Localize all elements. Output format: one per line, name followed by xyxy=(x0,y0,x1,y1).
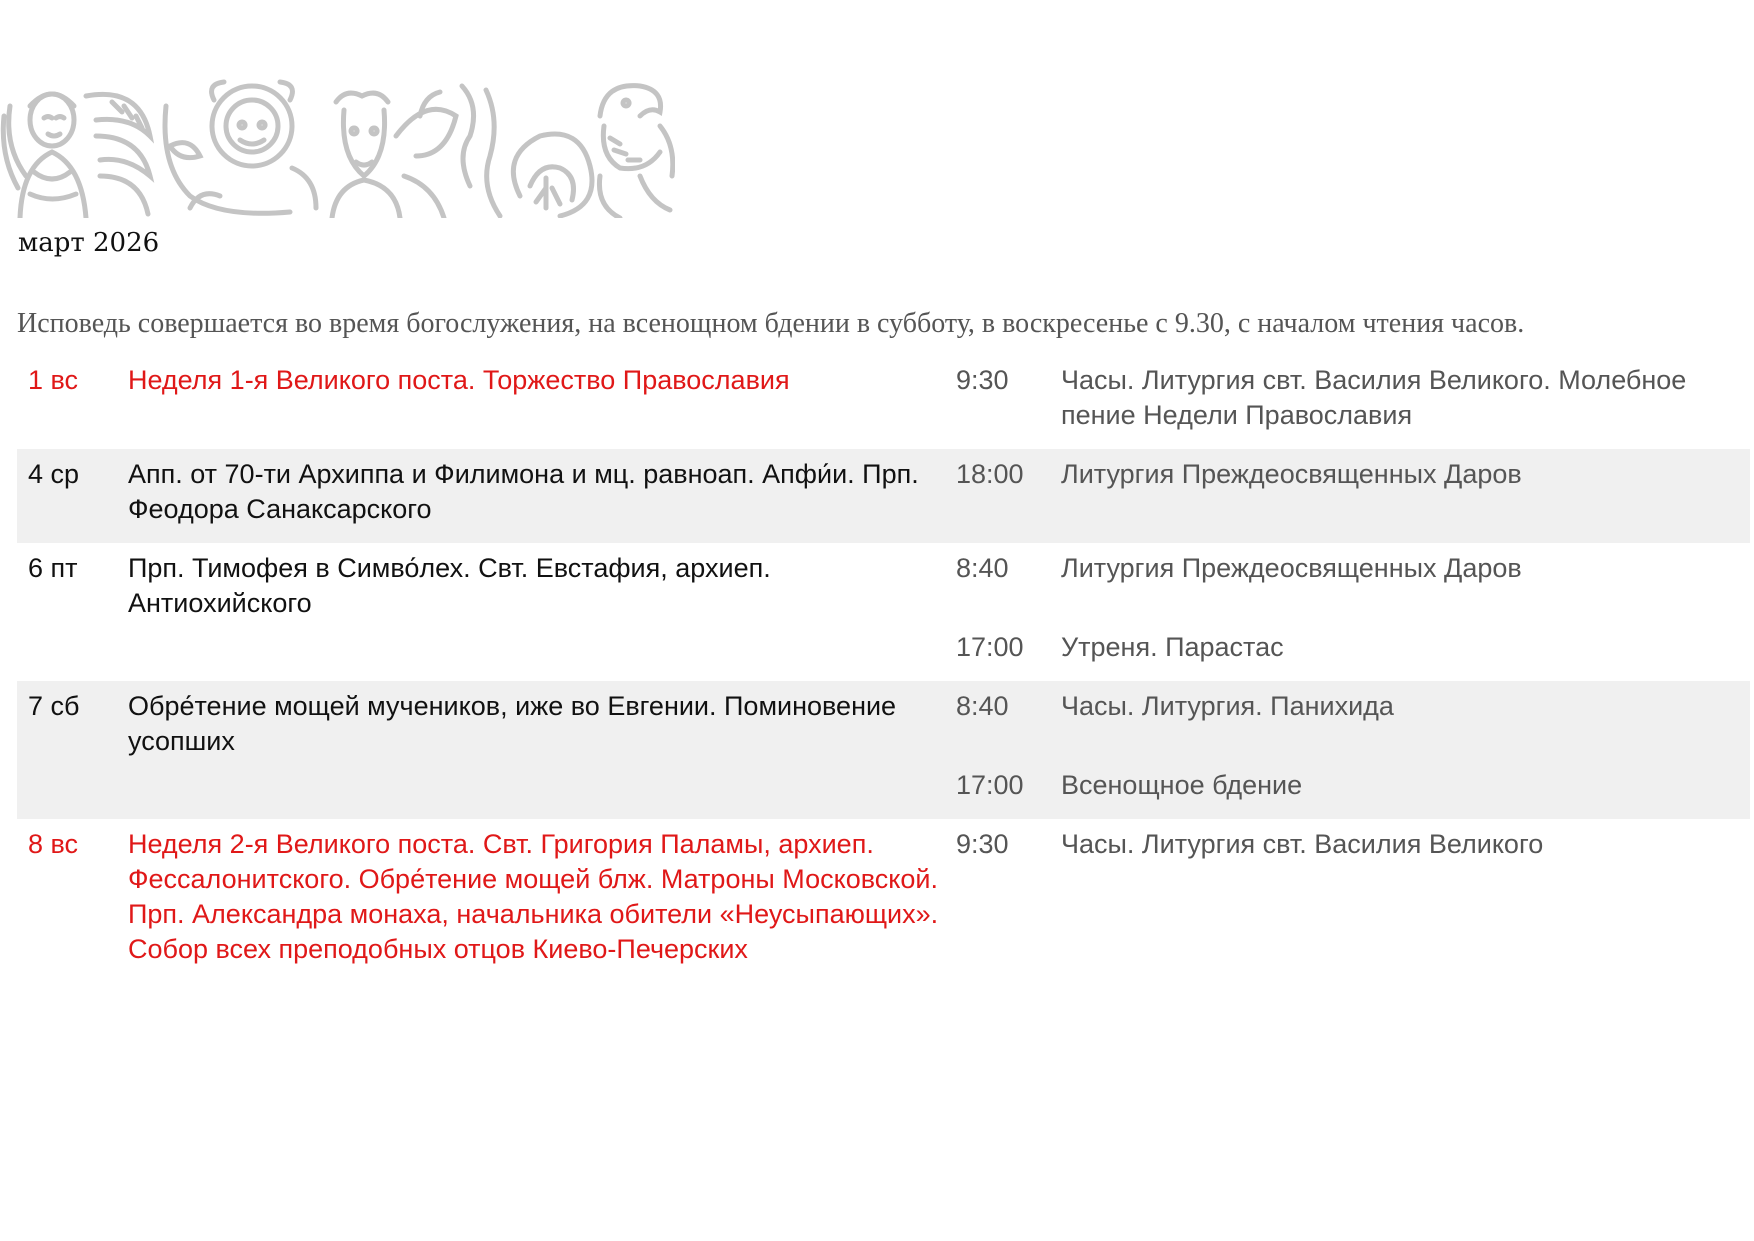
day-date: 6 пт xyxy=(28,553,78,583)
service-time: 8:40 xyxy=(956,553,1009,583)
day-row xyxy=(17,819,1750,983)
service-entry xyxy=(956,768,1750,803)
wing-icon xyxy=(86,94,150,214)
angel-icon xyxy=(3,94,86,218)
ox-icon xyxy=(332,92,456,218)
day-title: Прп. Тимофея в Симво́лех. Свт. Евстафия, архиеп. Антиохийского xyxy=(128,553,771,618)
day-services xyxy=(956,689,1750,803)
day-date: 4 ср xyxy=(28,459,80,489)
service-entry xyxy=(956,689,1750,724)
lion-icon xyxy=(165,82,316,213)
day-services xyxy=(956,551,1750,665)
floral-ornament-icon xyxy=(462,86,592,216)
day-date: 7 сб xyxy=(28,691,80,721)
service-time: 9:30 xyxy=(956,365,1009,395)
service-name: Всенощное бдение xyxy=(1061,770,1303,800)
day-services xyxy=(956,457,1750,527)
day-row xyxy=(17,449,1750,543)
day-row xyxy=(17,355,1750,449)
service-schedule xyxy=(17,355,1750,983)
service-name: Часы. Литургия свт. Василия Великого. Молебное пение Недели Православия xyxy=(1061,365,1687,430)
service-entry xyxy=(956,630,1750,665)
day-title: Неделя 2-я Великого поста. Свт. Григория Паламы, архиеп. Фессалонитского. Обре́тение мощей блж. Матроны Московской. Прп. Александра монаха, начальника обители «Неусыпающих». Собор всех преподобных отцов Киево-Печерских xyxy=(128,829,939,964)
day-services xyxy=(956,827,1750,967)
eagle-icon xyxy=(599,86,672,218)
service-time: 9:30 xyxy=(956,829,1009,859)
day-title: Неделя 1-я Великого поста. Торжество Православия xyxy=(128,365,790,395)
service-time: 17:00 xyxy=(956,770,1024,800)
service-name: Литургия Преждеосвященных Даров xyxy=(1061,459,1522,489)
service-time: 18:00 xyxy=(956,459,1024,489)
day-title: Апп. от 70-ти Архиппа и Филимона и мц. равноап. Апфи́и. Прп. Феодора Санаксарского xyxy=(128,459,919,524)
day-date: 1 вс xyxy=(28,365,79,395)
service-entry xyxy=(956,551,1750,586)
service-name: Утреня. Парастас xyxy=(1061,632,1284,662)
service-time: 8:40 xyxy=(956,691,1009,721)
service-name: Литургия Преждеосвященных Даров xyxy=(1061,553,1522,583)
service-entry xyxy=(956,827,1750,862)
day-date: 8 вс xyxy=(28,829,79,859)
day-title: Обре́тение мощей мучеников, иже во Евгении. Поминовение усопших xyxy=(128,691,897,756)
service-name: Часы. Литургия свт. Василия Великого xyxy=(1061,829,1544,859)
day-services xyxy=(956,363,1750,433)
confession-note: Исповедь совершается во время богослужения, на всенощном бдении в субботу, в воскресенье с 9.30, с началом чтения часов. xyxy=(17,308,1525,339)
month-label: март 2026 xyxy=(18,228,160,258)
service-entry xyxy=(956,457,1750,492)
service-name: Часы. Литургия. Панихида xyxy=(1061,691,1394,721)
ornament-banner xyxy=(0,76,675,218)
service-time: 17:00 xyxy=(956,632,1024,662)
day-row xyxy=(17,681,1750,819)
day-row xyxy=(17,543,1750,681)
service-entry xyxy=(956,363,1750,433)
